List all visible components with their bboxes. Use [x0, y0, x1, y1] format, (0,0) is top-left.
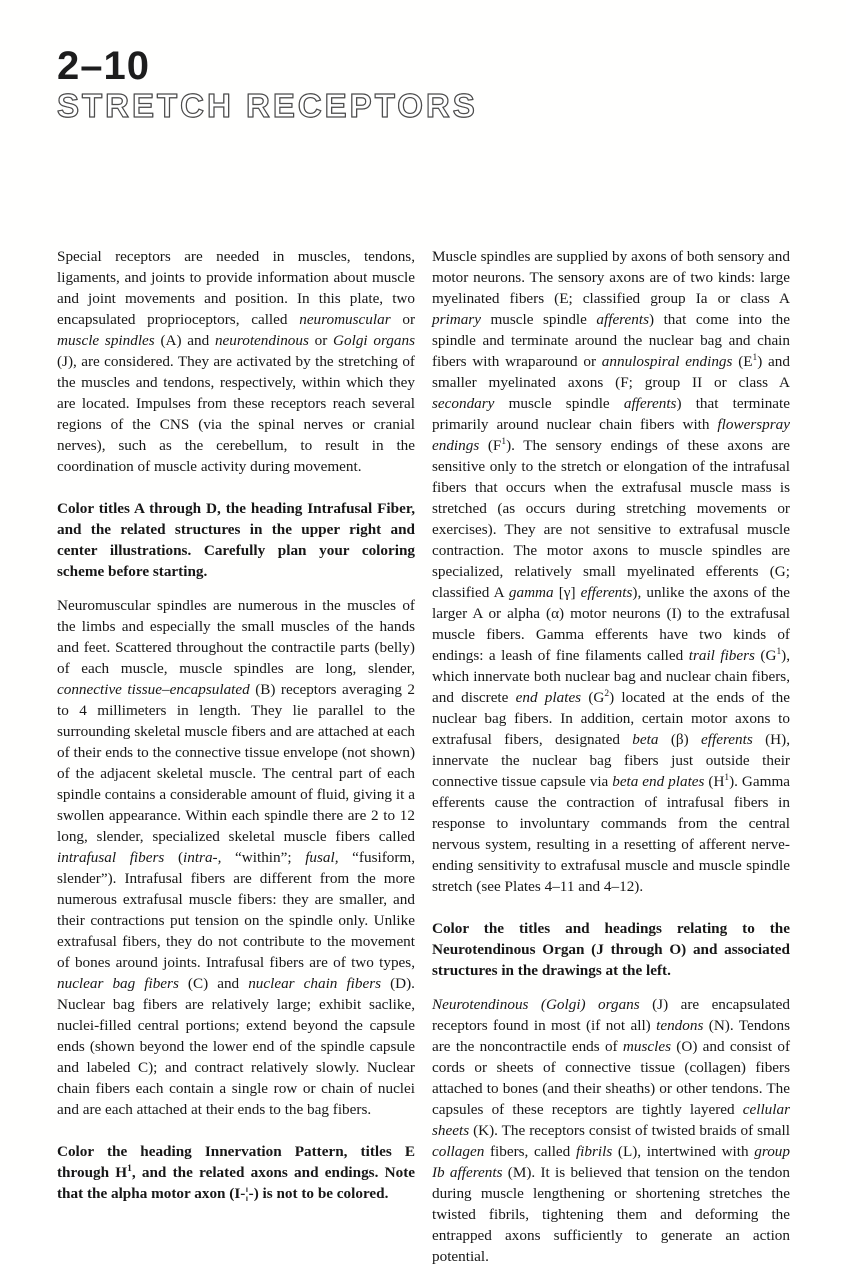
body-paragraph: Neuromuscular spindles are numerous in the muscles of the limbs and especially the small muscles of the hands and feet. Scattered throughout the contractile parts (belly) of each muscle, muscle spindles are long, slender, connective tissue–encapsulated (B) receptors averaging 2 to 4 millimeters in length. They lie parallel to the surrounding skeletal muscle fibers and are attached at each of their ends to the connective tissue envelope (not shown) of the adjacent skeletal muscle. The central part of each spindle contains a considerable amount of fluid, giving it a swollen appearance. Within each spindle there are 2 to 12 long, slender, specialized skeletal muscle fibers called intrafusal fibers (intra-, “within”; fusal, “fusiform, slender”). Intrafusal fibers are different from the more numerous extrafusal muscle fibers: they are smaller, and their contractions put tension on the spindle only. Unlike extrafusal fibers, they do not contribute to the movement of bones around joints. Intrafusal fibers are of two types, nuclear bag fibers (C) and nuclear chain fibers (D). Nuclear bag fibers are relatively large; exhibit saclike, nuclei-filled central portions; extend beyond the capsule ends (shown beyond the lower end of the spindle capsule and labeled C); and contract relatively slowly. Nuclear chain fibers each contain a single row or chain of nuclei and are each attached at their ends to the bag fibers.: [57, 597, 416, 1118]
coloring-instruction: Color the titles and headings relating to the Neurotendinous Organ (J through O) and associated structures in the drawings at the left.: [432, 920, 790, 979]
coloring-instruction: Color the heading Innervation Pattern, titles E through $H^1$, and the related axons and endings. Note that the alpha motor axon (I-¦-) is not to be colored.: [57, 1143, 415, 1202]
body-paragraph: Muscle spindles are supplied by axons of both sensory and motor neurons. The sensory axons are of two kinds: large myelinated fibers (E; classified group Ia or class A primary muscle spindle afferents) that come into the spindle and terminate around the nuclear bag and chain fibers with wraparound or annulospiral endings $(E^1)$ and smaller myelinated axons (F; group II or class A secondary muscle spindle afferents) that terminate primarily around nuclear chain fibers with flowerspray endings $(F^1)$. The sensory endings of these axons are sensitive only to the stretch or elongation of the intrafusal fibers that occurs when the extrafusal muscle mass is stretched (as occurs during stretching movements or exercises). They are not sensitive to extrafusal muscle contraction. The motor axons to muscle spindles are specialized, relatively small myelinated efferents (G; classified A gamma [γ] efferents), unlike the axons of the larger A or alpha (α) motor neurons (I) to the extrafusal muscle fibers. Gamma efferents have two kinds of endings: a leash of fine filaments called trail fibers $(G^1)$, which innervate both nuclear bag and nuclear chain fibers, and discrete end plates $(G^2)$ located at the ends of the nuclear bag fibers. In addition, certain motor axons to extrafusal fibers, designated beta (β) efferents (H), innervate the nuclear bag fibers just outside their connective tissue capsule via beta end plates $(H^1)$. Gamma efferents cause the contraction of intrafusal fibers in response to involuntary commands from the central nervous system, resulting in a resetting of afferent nerve-ending sensitivity to extrafusal muscle and muscle spindle stretch (see Plates 4–11 and 4–12).: [432, 248, 791, 895]
body-paragraph: Special receptors are needed in muscles, tendons, ligaments, and joints to provide information about muscle and joint movements and position. In this plate, two encapsulated proprioceptors, called neuromuscular or muscle spindles (A) and neurotendinous or Golgi organs (J), are considered. They are activated by the stretching of the muscles and tendons, respectively, within which they are located. Impulses from these receptors reach several regions of the CNS (via the spinal nerves or cranial nerves), such as the cerebellum, to result in the coordination of muscle activity during movement.: [57, 248, 415, 475]
coloring-instruction: Color titles A through D, the heading Intrafusal Fiber, and the related structures in the upper right and center illustrations. Carefully plan your coloring scheme before starting.: [57, 500, 415, 580]
text-columns: [57, 246, 790, 1267]
body-paragraph: Neurotendinous (Golgi) organs (J) are encapsulated receptors found in most (if not all) tendons (N). Tendons are the noncontractile ends of muscles (O) and consist of cords or sheets of connective tissue (collagen) fibers attached to bones (and their sheaths) or other tendons. The capsules of these receptors are tightly layered cellular sheets (K). The receptors consist of twisted braids of small collagen fibers, called fibrils (L), intertwined with group Ib afferents (M). It is believed that tension on the tendon during muscle lengthening or shortening stretches the twisted fibrils, tightening them and deforming the entrapped axons sufficiently to generate an action potential.: [432, 996, 791, 1265]
plate-header: [57, 46, 790, 122]
right-column: [432, 246, 790, 1267]
plate-title: STRETCH RECEPTORS: [57, 87, 478, 124]
plate-number: 2–10: [57, 44, 150, 88]
left-column: [57, 246, 415, 1267]
